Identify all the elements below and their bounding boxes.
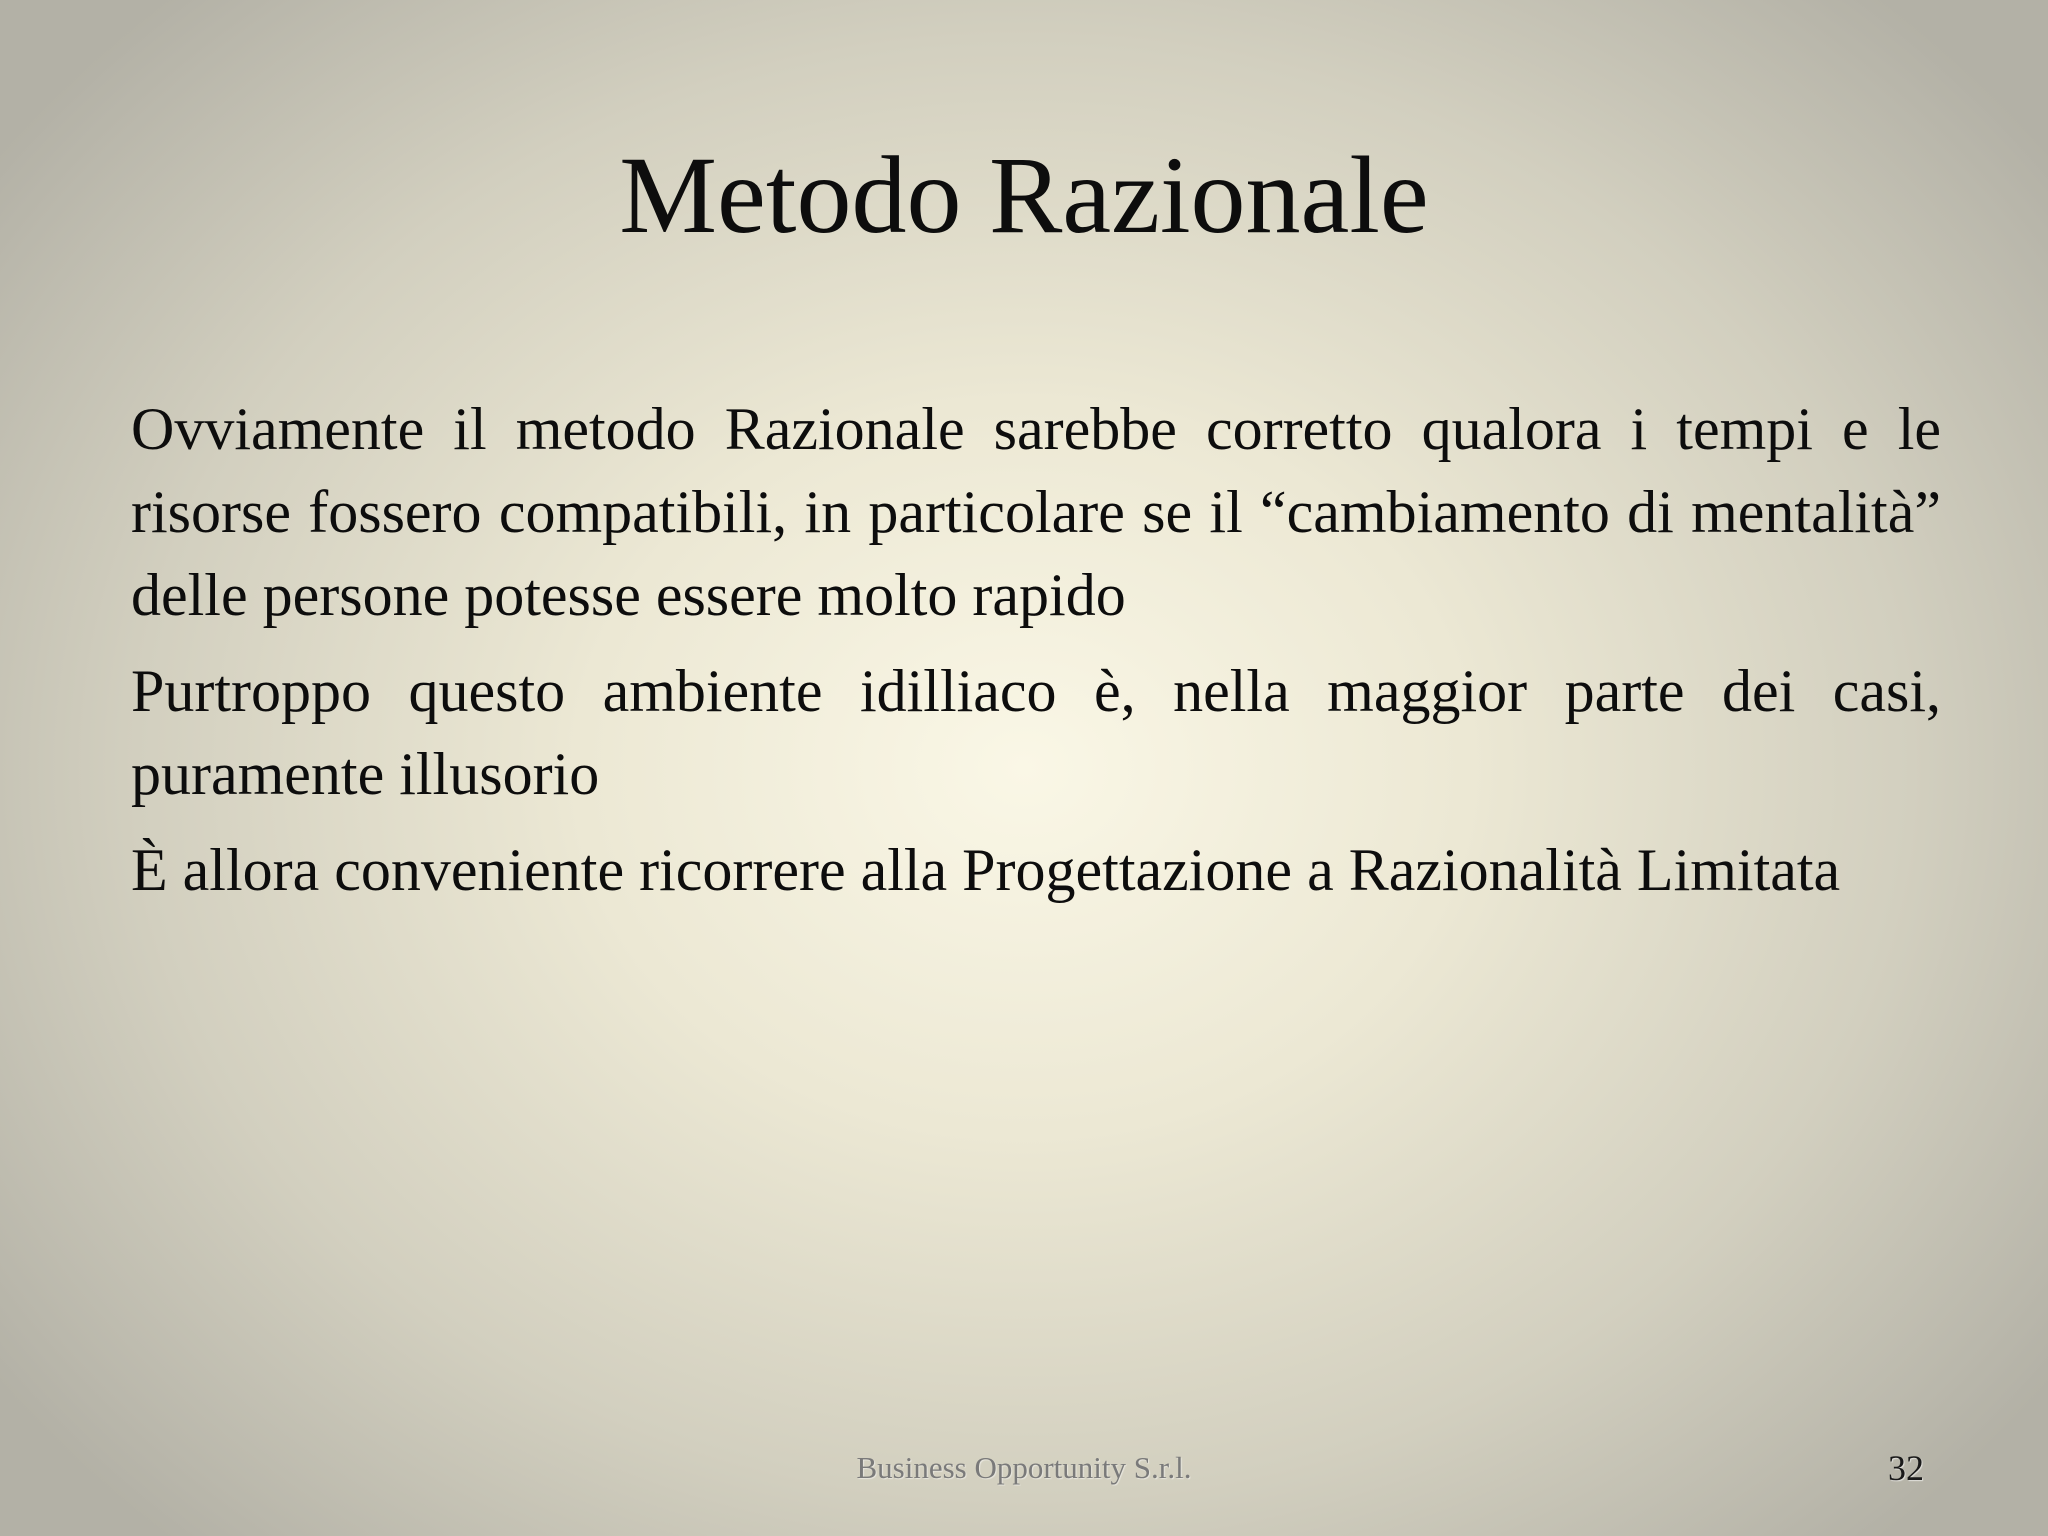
- page-number: 32: [1888, 1448, 1924, 1488]
- slide-title: Metodo Razionale: [619, 134, 1429, 256]
- slide-body: [131, 388, 1941, 925]
- footer-company: Business Opportunity S.r.l.: [856, 1450, 1192, 1485]
- body-paragraph: Purtroppo questo ambiente idilliaco è, nella maggior parte dei casi, puramente illusorio: [131, 658, 1941, 807]
- body-paragraph: Ovviamente il metodo Razionale sarebbe corretto qualora i tempi e le risorse fossero compatibili, in particolare se il “cambiamento di mentalità” delle persone potesse essere molto rapido: [131, 396, 1941, 628]
- body-paragraph: È allora conveniente ricorrere alla Progettazione a Razionalità Limitata: [131, 837, 1841, 903]
